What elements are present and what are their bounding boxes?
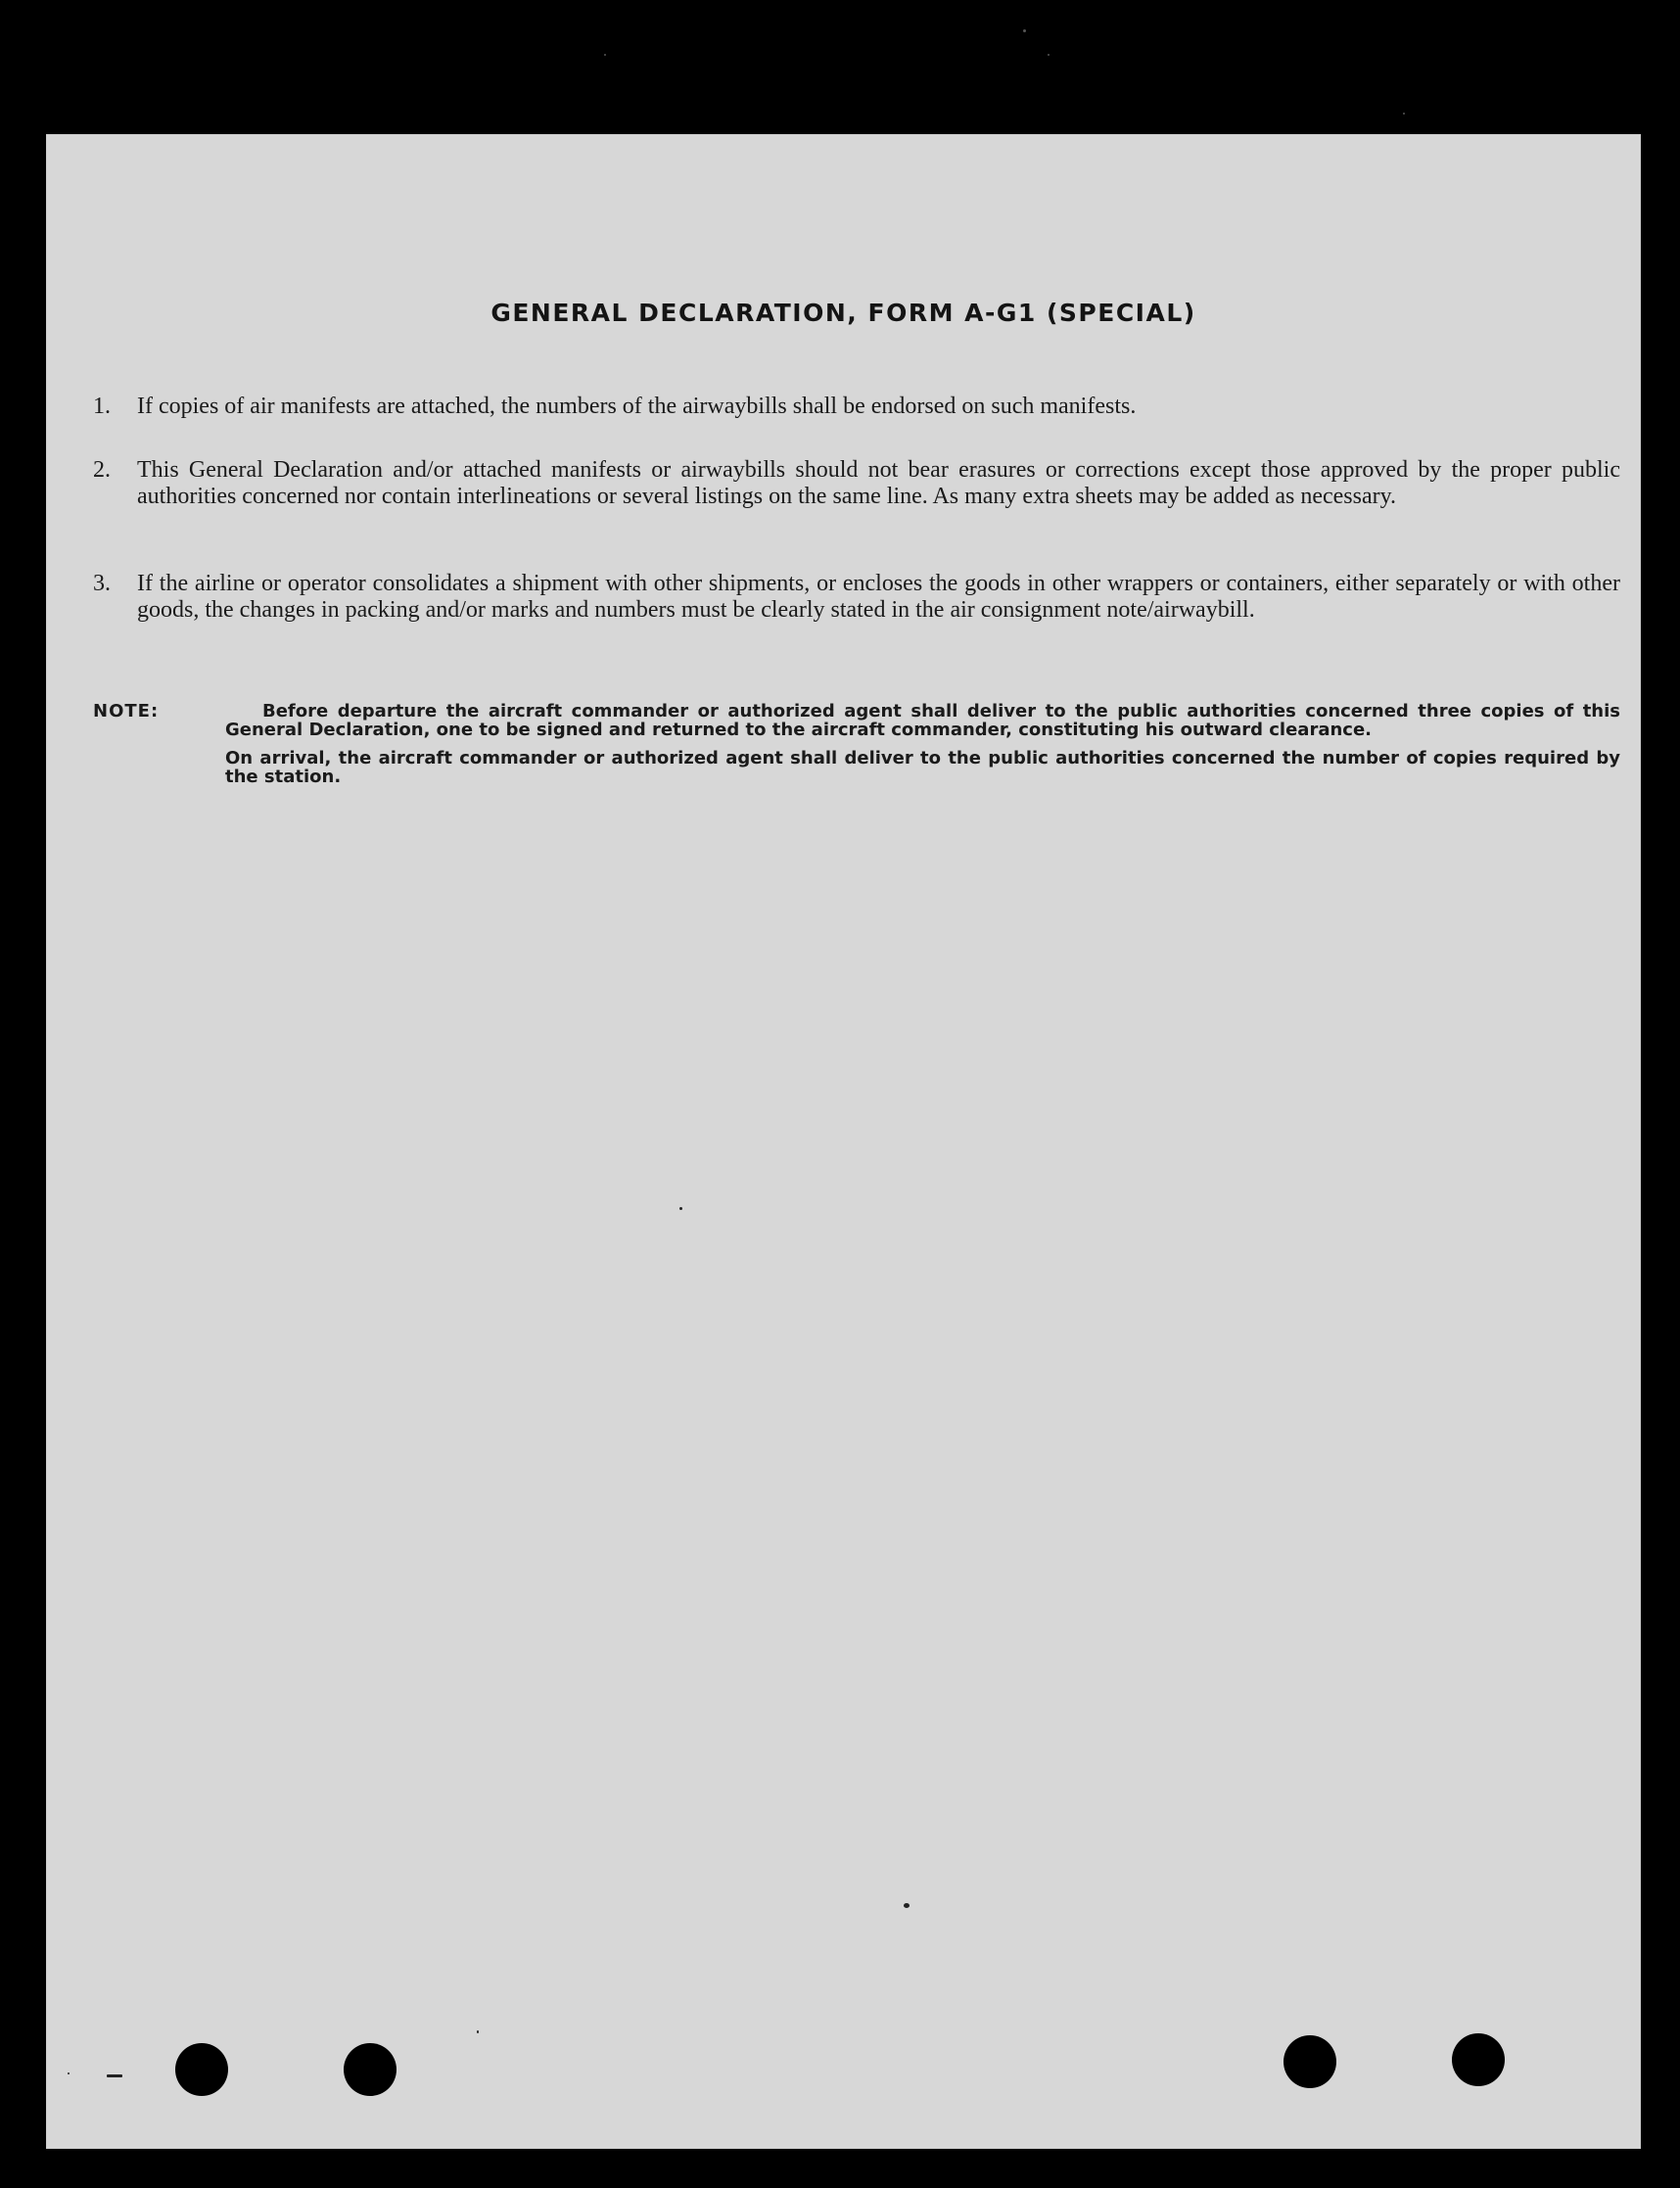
instruction-item-2 [93,457,1620,510]
punch-hole [175,2043,228,2096]
item-number: 1. [93,394,111,419]
document-page [46,134,1641,2149]
dust-speck [107,2074,122,2077]
item-number: 3. [93,571,111,596]
dust-speck [904,1903,910,1908]
item-text: If copies of air manifests are attached, the numbers of the airwaybills shall be endorsed on such manifests. [137,394,1137,419]
dust-speck [477,2030,479,2033]
punch-hole [1283,2035,1336,2088]
scan-speck [1023,29,1026,32]
dust-speck [679,1207,682,1210]
dust-speck [68,2072,70,2074]
note-section [93,702,1620,786]
note-paragraph-departure: Before departure the aircraft commander or authorized agent shall deliver to the public authorities concerned three copies of this General Declaration, one to be signed and returned to the aircraft commander, constituting his outward clearance. [225,701,1620,740]
note-label: NOTE: [93,701,160,722]
note-paragraph-arrival: On arrival, the aircraft commander or authorized agent shall deliver to the public authorities concerned the number of copies required by the station. [225,748,1620,787]
item-text: If the airline or operator consolidates a shipment with other shipments, or encloses the goods in other wrappers or containers, either separately or with other goods, the changes in packing and/or marks and numbers must be clearly stated in the air consignment note/airwaybill. [137,571,1620,623]
document-title: GENERAL DECLARATION, FORM A-G1 (SPECIAL) [490,299,1196,327]
punch-hole [344,2043,397,2096]
item-number: 2. [93,457,111,483]
instruction-item-3 [93,571,1620,624]
scan-speck [1048,54,1050,56]
instruction-item-1 [93,394,1620,420]
scan-speck [1403,113,1405,115]
punch-hole [1452,2033,1505,2086]
scan-speck [604,54,606,56]
item-text: This General Declaration and/or attached manifests or airwaybills should not bear erasures or corrections except those approved by the proper public authorities concerned nor contain interlineations or several listings on the same line. As many extra sheets may be added as necessary. [137,457,1620,509]
